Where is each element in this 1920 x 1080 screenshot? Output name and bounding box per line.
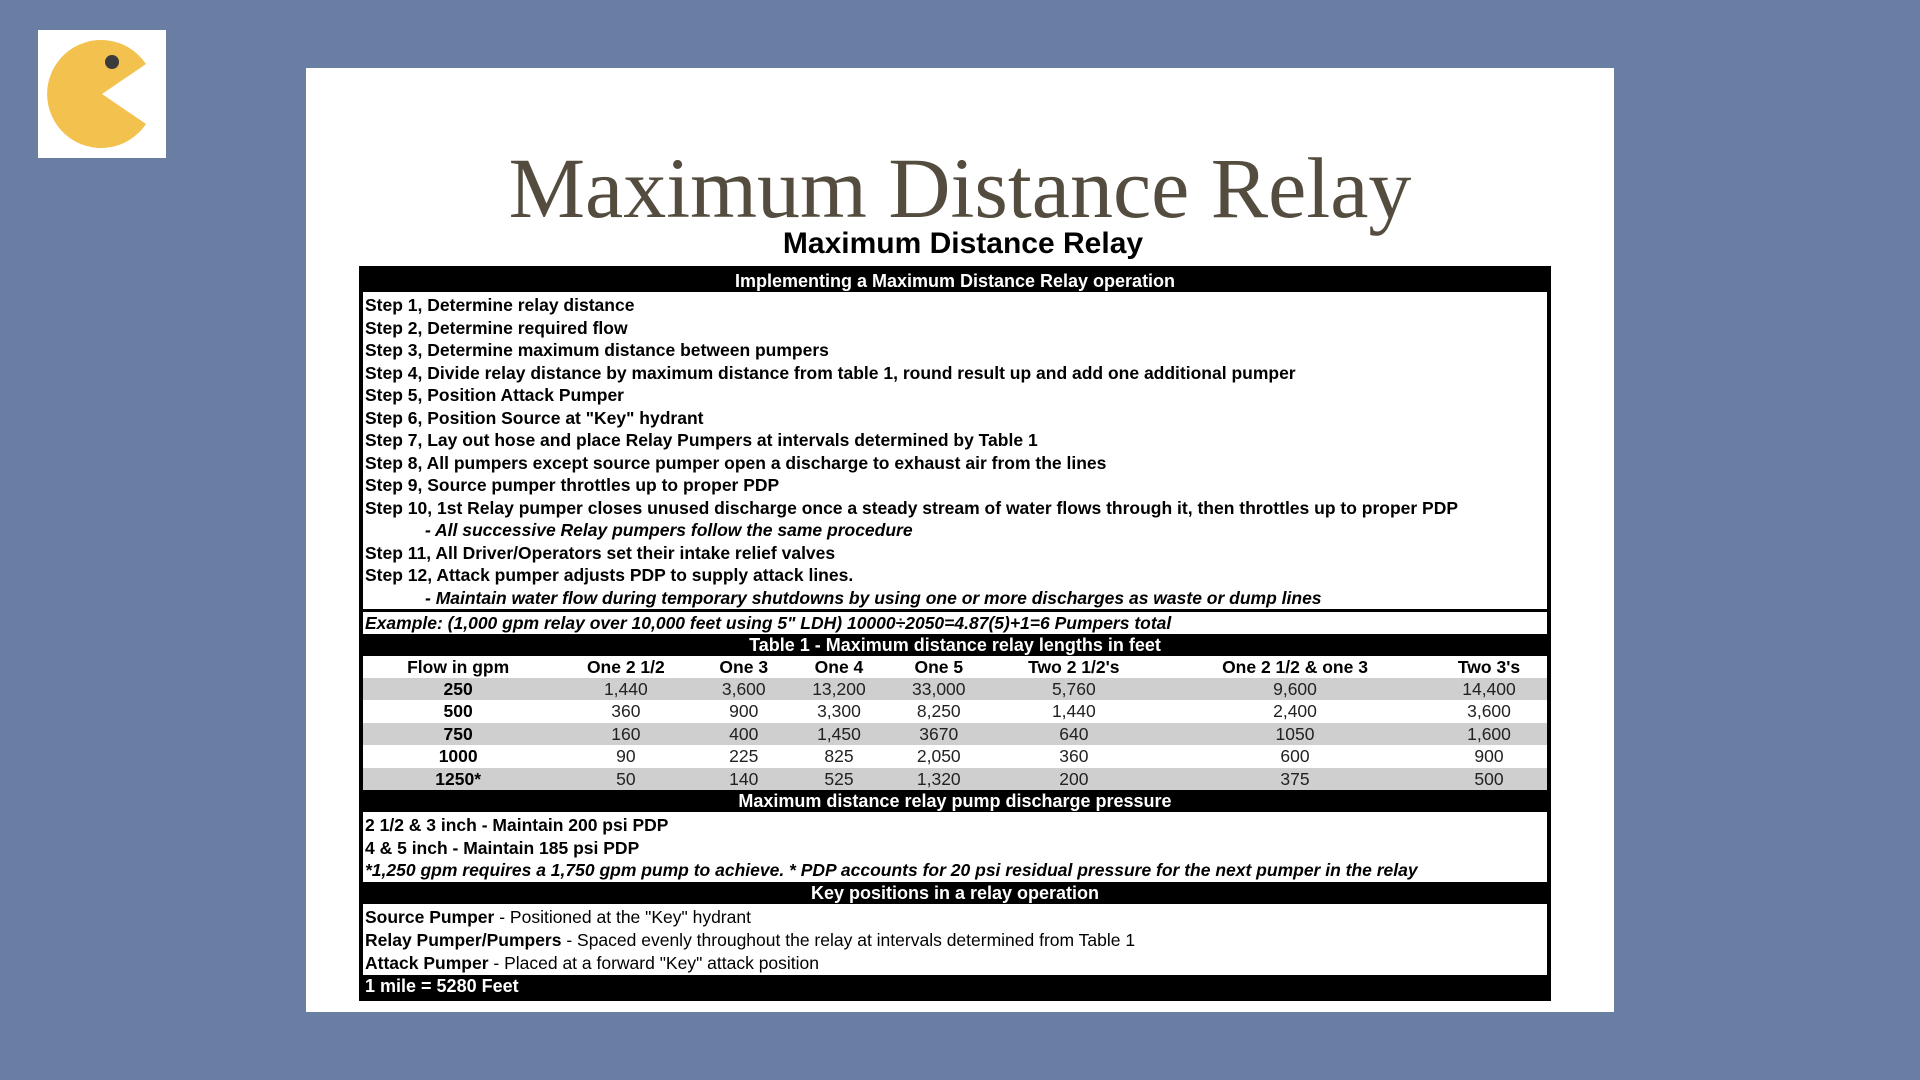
logo <box>38 30 166 158</box>
key-position-desc: - Positioned at the "Key" hydrant <box>494 906 751 927</box>
table-cell: 1,440 <box>553 678 698 700</box>
table-cell: 360 <box>611 701 641 722</box>
pressure-footnote: *1,250 gpm requires a 1,750 gpm pump to achieve. * PDP accounts for 20 psi residual pressure for the next pumper in the relay <box>365 860 1418 881</box>
step-item: Step 7, Lay out hose and place Relay Pumpers at intervals determined by Table 1 <box>365 430 1038 450</box>
table-cell: 1050 <box>1159 723 1431 745</box>
table-row <box>363 723 1547 745</box>
relay-lengths-table <box>363 656 1547 790</box>
step-item: Step 3, Determine maximum distance between pumpers <box>365 340 829 360</box>
table-cell: 8,250 <box>916 701 961 722</box>
table-row <box>363 745 1547 767</box>
table-cell: 600 <box>1280 746 1310 767</box>
table-cell: 525 <box>789 768 889 790</box>
table-cell: 500 <box>1431 768 1547 790</box>
step-item: Step 1, Determine relay distance <box>365 295 635 315</box>
footer-bar: 1 mile = 5280 Feet <box>363 975 1547 997</box>
column-header: One 2 1/2 & one 3 <box>1222 657 1368 677</box>
table-row <box>363 700 1547 722</box>
table-row <box>363 768 1547 790</box>
table-cell: 200 <box>989 768 1159 790</box>
column-header: Two 2 1/2's <box>1028 657 1120 677</box>
pacman-logo-icon <box>38 30 166 158</box>
step-item: Step 9, Source pumper throttles up to proper PDP <box>365 475 780 495</box>
table-cell: 50 <box>553 768 698 790</box>
slide <box>306 68 1614 1012</box>
flow-cell: 500 <box>443 701 473 722</box>
key-position-desc: - Placed at a forward "Key" attack position <box>488 952 820 973</box>
table-cell: 825 <box>824 746 854 767</box>
column-header: Flow in gpm <box>407 657 510 677</box>
step-note: - All successive Relay pumpers follow the same procedure <box>425 520 913 540</box>
document-title: Maximum Distance Relay <box>782 227 1144 260</box>
table-cell: 13,200 <box>789 678 889 700</box>
steps-list <box>363 292 1547 609</box>
table-cell: 5,760 <box>989 678 1159 700</box>
table-cell: 3,300 <box>817 701 861 722</box>
step-note: - Maintain water flow during temporary shutdowns by using one or more discharges as waste or dump lines <box>425 587 1322 608</box>
table-cell: 225 <box>729 746 759 767</box>
table-cell: 900 <box>1474 746 1504 767</box>
relay-document <box>333 216 1593 1001</box>
table-cell: 3,600 <box>698 678 789 700</box>
table-cell: 640 <box>989 723 1159 745</box>
key-position-item <box>365 906 1547 929</box>
table-cell: 9,600 <box>1159 678 1431 700</box>
column-header: One 3 <box>719 657 769 677</box>
section-header: Implementing a Maximum Distance Relay operation <box>363 270 1547 292</box>
table-cell: 360 <box>1059 746 1089 767</box>
table-cell: 33,000 <box>889 678 989 700</box>
column-header: One 2 1/2 <box>586 657 665 677</box>
pressure-section <box>363 812 1547 882</box>
flow-cell: 1000 <box>438 746 478 767</box>
column-header: Two 3's <box>1457 657 1521 677</box>
key-positions-header: Key positions in a relay operation <box>363 882 1547 904</box>
column-header: One 5 <box>914 657 964 677</box>
pressure-line: 4 & 5 inch - Maintain 185 psi PDP <box>365 837 640 858</box>
table-cell: 1,440 <box>1051 701 1096 722</box>
slide-title: Maximum Distance Relay <box>508 140 1412 236</box>
step-item: Step 2, Determine required flow <box>365 317 628 338</box>
table-cell: 3670 <box>889 723 989 745</box>
table-cell: 2,400 <box>1273 701 1317 722</box>
table-header-row <box>363 656 1547 678</box>
key-position-desc: - Spaced evenly throughout the relay at intervals determined from Table 1 <box>561 929 1136 950</box>
key-position-term: Relay Pumper/Pumpers <box>365 929 562 950</box>
table-cell: 3,600 <box>1467 701 1511 722</box>
table-cell: 2,050 <box>916 746 961 767</box>
flow-cell: 250 <box>363 678 553 700</box>
step-item: Step 10, 1st Relay pumper closes unused discharge once a steady stream of water flows through it, then throttles up to proper PDP <box>365 497 1459 518</box>
table-cell: 400 <box>698 723 789 745</box>
step-item: Step 8, All pumpers except source pumper open a discharge to exhaust air from the lines <box>365 452 1107 473</box>
flow-cell: 1250* <box>363 768 553 790</box>
key-position-term: Attack Pumper <box>365 952 489 973</box>
pressure-header: Maximum distance relay pump discharge pressure <box>363 790 1547 812</box>
key-position-term: Source Pumper <box>365 906 495 927</box>
key-position-item <box>365 952 1547 975</box>
step-item: Step 4, Divide relay distance by maximum distance from table 1, round result up and add one additional pumper <box>365 362 1296 383</box>
example-line: Example: (1,000 gpm relay over 10,000 feet using 5" LDH) 10000÷2050=4.87(5)+1=6 Pumpers total <box>363 609 1547 634</box>
step-item: Step 12, Attack pumper adjusts PDP to supply attack lines. <box>365 565 854 585</box>
flow-cell: 750 <box>363 723 553 745</box>
table-cell: 900 <box>729 701 759 722</box>
key-position-item <box>365 929 1547 952</box>
key-positions-list <box>363 904 1547 975</box>
table-cell: 160 <box>553 723 698 745</box>
table-row <box>363 678 1547 700</box>
document-frame <box>359 266 1551 1001</box>
table-cell: 375 <box>1159 768 1431 790</box>
table1-header: Table 1 - Maximum distance relay lengths in feet <box>363 634 1547 656</box>
table-cell: 1,600 <box>1431 723 1547 745</box>
step-item: Step 11, All Driver/Operators set their intake relief valves <box>365 542 836 563</box>
pressure-line: 2 1/2 & 3 inch - Maintain 200 psi PDP <box>365 815 669 836</box>
step-item: Step 6, Position Source at "Key" hydrant <box>365 407 704 428</box>
table-cell: 14,400 <box>1431 678 1547 700</box>
table-cell: 90 <box>616 746 636 767</box>
step-item: Step 5, Position Attack Pumper <box>365 385 624 405</box>
column-header: One 4 <box>814 657 864 677</box>
table-cell: 1,450 <box>789 723 889 745</box>
table-cell: 1,320 <box>889 768 989 790</box>
table-cell: 140 <box>698 768 789 790</box>
